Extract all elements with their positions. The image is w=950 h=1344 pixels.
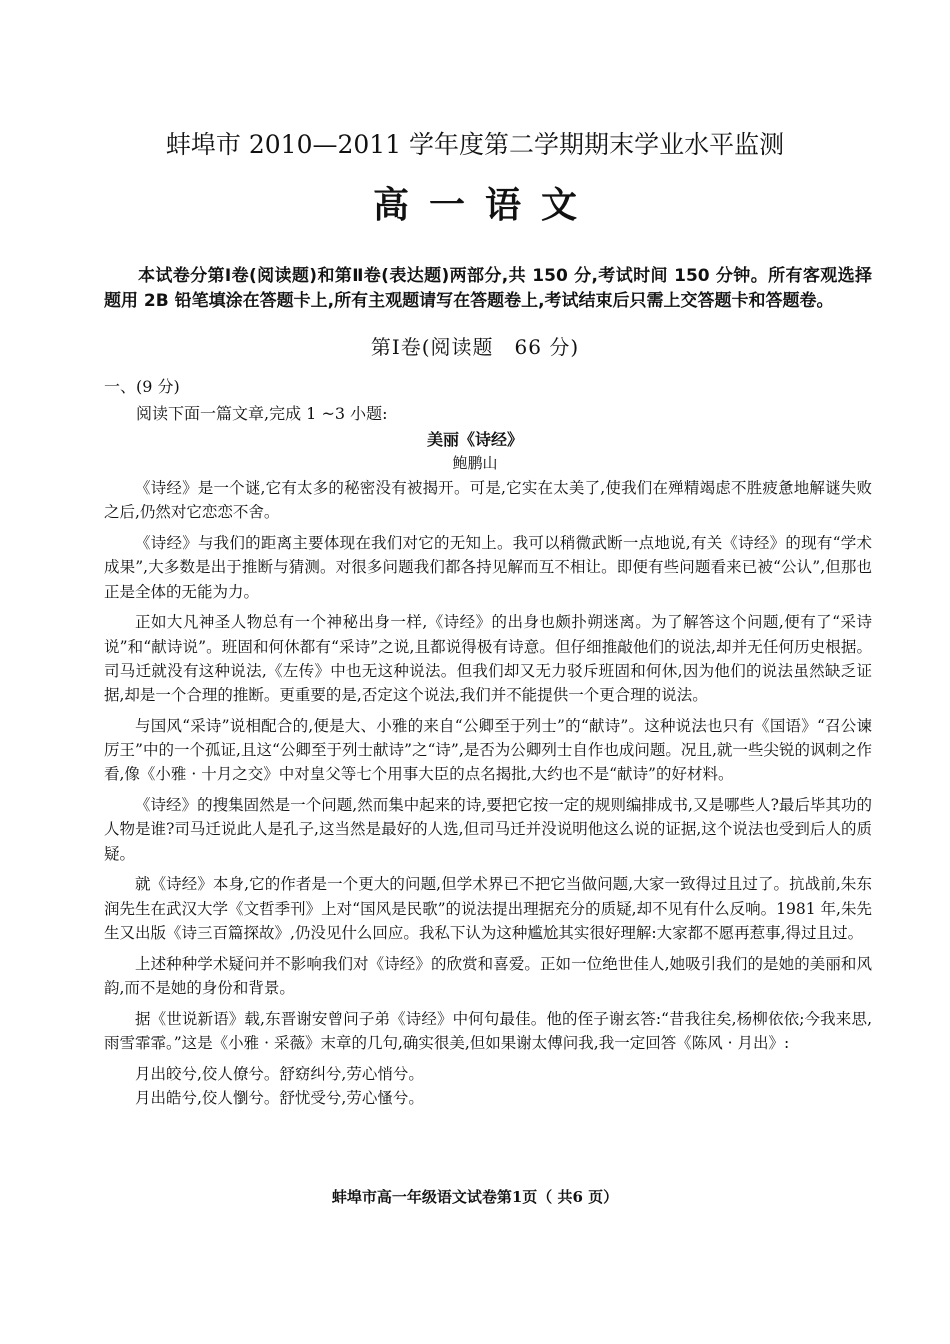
poem-line: 月出皓兮,佼人懰兮。舒忧受兮,劳心慅兮。 [135,1088,424,1107]
subject-title: 高一语文 [372,184,597,226]
article-paragraph: 据《世说新语》载,东晋谢安曾问子弟《诗经》中何句最佳。他的侄子谢玄答:“昔我往矣,杨柳依依;今我来思,雨雪霏霏。”这是《小雅 · 采薇》末章的几句,确实很美,但如果谢太傅问我,我一定回答《陈风 · 月出》: [104,1009,872,1052]
question-instruction: 阅读下面一篇文章,完成 1 ~3 小题: [136,404,388,423]
poem-line: 月出皎兮,佼人僚兮。舒窈纠兮,劳心悄兮。 [135,1064,424,1083]
article-paragraph: 《诗经》与我们的距离主要体现在我们对它的无知上。我可以稍微武断一点地说,有关《诗经》的现有“学术成果”,大多数是出于推断与猜测。对很多问题我们都各持见解而互不相让。即便有些问题看来已被“公认”,但那也正是全体的无能为力。 [104,533,872,601]
article-title: 美丽《诗经》 [426,430,523,449]
exam-notice: 本试卷分第Ⅰ卷(阅读题)和第Ⅱ卷(表达题)两部分,共 150 分,考试时间 150 分钟。所有客观选择题用 2B 铅笔填涂在答题卡上,所有主观题请写在答题卷上,考试结束后只需上交答题卡和答题卷。 [104,266,872,311]
article-paragraph: 正如大凡神圣人物总有一个神秘出身一样,《诗经》的出身也颇扑朔迷离。为了解答这个问题,便有了“采诗说”和“献诗说”。班固和何休都有“采诗”之说,且都说得极有诗意。但仔细推敲他们的说法,却并无任何历史根据。司马迁就没有这种说法,《左传》中也无这种说法。但我们却又无力驳斥班固和何休,因为他们的说法虽然缺乏证据,却是一个合理的推断。更重要的是,否定这个说法,我们并不能提供一个更合理的说法。 [104,613,872,705]
question-heading: 一、(9 分) [104,377,180,396]
article-paragraph: 就《诗经》本身,它的作者是一个更大的问题,但学术界已不把它当做问题,大家一致得过且过了。抗战前,朱东润先生在武汉大学《文哲季刊》上对“国风是民歌”的说法提出理据充分的质疑,却不见有什么反响。1981 年,朱先生又出版《诗三百篇探故》,仍没见什么回应。我私下认为这种尴尬其实很好理解:大家都不愿再惹事,得过且过。 [104,875,872,942]
article-paragraph: 上述种种学术疑问并不影响我们对《诗经》的欣赏和喜爱。正如一位绝世佳人,她吸引我们的是她的美丽和风韵,而不是她的身份和背景。 [104,954,872,997]
article-author: 鲍鹏山 [452,454,498,472]
article-paragraph: 《诗经》的搜集固然是一个问题,然而集中起来的诗,要把它按一定的规则编排成书,又是哪些人?最后毕其功的人物是谁?司马迁说此人是孔子,这当然是最好的人选,但司马迁并没说明他这么说的证据,这个说法也受到后人的质疑。 [104,796,872,863]
exam-title: 蚌埠市 2010—2011 学年度第二学期期末学业水平监测 [165,130,785,159]
article-paragraph: 与国风“采诗”说相配合的,便是大、小雅的来自“公卿至于列士”的“献诗”。这种说法也只有《国语》“召公谏厉王”中的一个孤证,且这“公卿至于列士献诗”之“诗”,是否为公卿列士自作也成问题。况且,就一些尖锐的讽刺之作看,像《小雅 · 十月之交》中对皇父等七个用事大臣的点名揭批,大约也不是“献诗”的好材料。 [104,716,872,784]
article-paragraph: 《诗经》是一个谜,它有太多的秘密没有被揭开。可是,它实在太美了,使我们在殚精竭虑不胜疲惫地解谜失败之后,仍然对它恋恋不舍。 [104,479,872,522]
article-body [104,476,872,1110]
part-heading: 第Ⅰ卷(阅读题 66 分) [370,335,580,359]
page-footer: 蚌埠市高一年级语文试卷第1页（ 共6 页） [331,1188,619,1206]
